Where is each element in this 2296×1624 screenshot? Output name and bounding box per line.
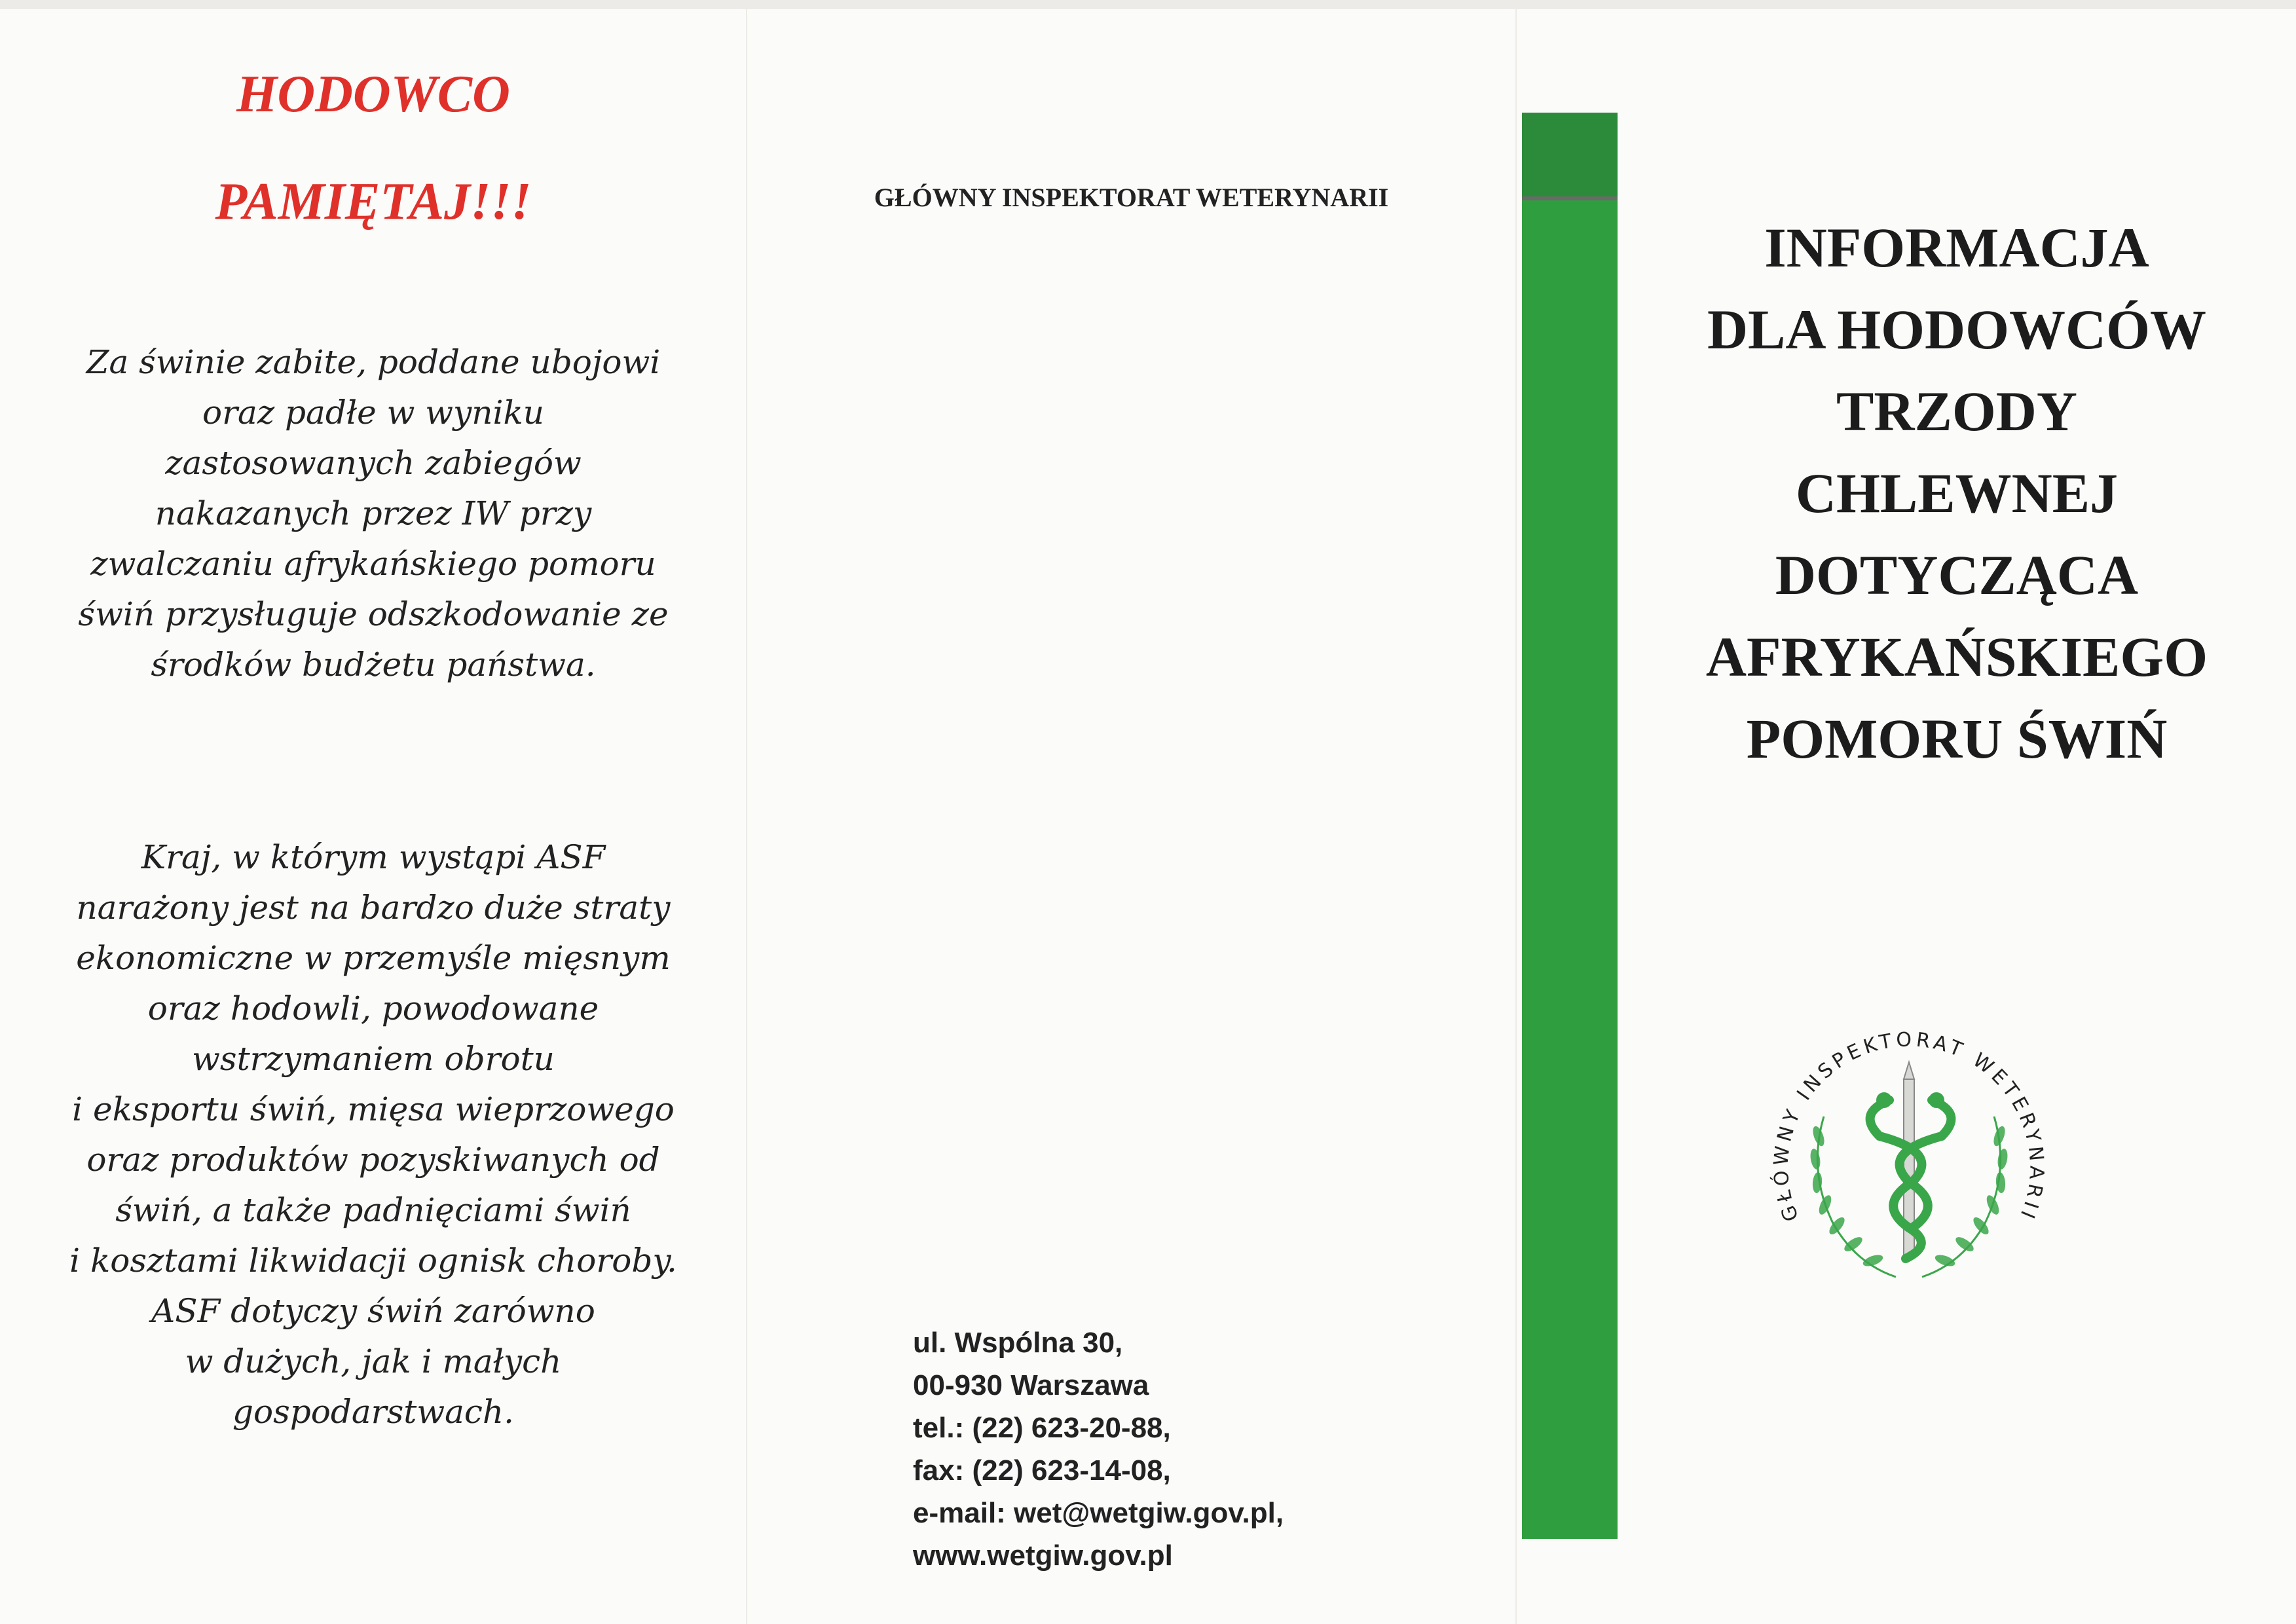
paragraph-line: ekonomiczne w przemyśle mięsnym	[76, 939, 671, 977]
paragraph-line: Za świnie zabite, poddane ubojowi	[86, 343, 661, 381]
paragraph-line: świń przysługuje odszkodowanie ze	[78, 595, 669, 633]
title-line: TRZODY	[1836, 380, 2077, 443]
brochure-title	[1618, 207, 2296, 780]
contact-block	[913, 1321, 1284, 1577]
title-line: INFORMACJA	[1764, 216, 2149, 279]
paragraph-line: nakazanych przez IW przy	[155, 494, 592, 532]
email-address: e-mail: wet@wetgiw.gov.pl,	[913, 1497, 1284, 1529]
paragraph-line: Kraj, w którym wystąpi ASF	[141, 838, 606, 876]
phone-number: tel.: (22) 623-20-88,	[913, 1412, 1171, 1444]
paragraph-line: i eksportu świń, mięsa wieprzowego	[72, 1090, 675, 1128]
paragraph-line: świń, a także padnięciami świń	[115, 1191, 631, 1229]
paragraph-line: oraz produktów pozyskiwanych od	[86, 1141, 660, 1179]
heading-line-1: HODOWCO	[236, 65, 510, 123]
green-bar-cap	[1522, 113, 1618, 199]
paragraph-line: oraz hodowli, powodowane	[147, 989, 599, 1027]
paragraph-line: wstrzymaniem obrotu	[192, 1040, 555, 1078]
organization-name: GŁÓWNY INSPEKTORAT WETERYNARII	[874, 183, 1389, 212]
middle-panel	[747, 0, 1516, 1624]
paragraph-line: oraz padłe w wyniku	[202, 394, 544, 432]
veterinary-inspectorate-emblem-icon	[1745, 1002, 2073, 1329]
title-line: DLA HODOWCÓW	[1707, 298, 2207, 361]
paragraph-line: gospodarstwach.	[232, 1393, 515, 1431]
paragraph-line: narażony jest na bardzo duże straty	[76, 889, 671, 927]
economic-losses-paragraph	[20, 832, 727, 1437]
paragraph-line: w dużych, jak i małych	[185, 1342, 562, 1380]
title-line: CHLEWNEJ	[1795, 462, 2119, 525]
website-url: www.wetgiw.gov.pl	[913, 1540, 1173, 1572]
title-line: POMORU ŚWIŃ	[1746, 707, 2168, 770]
heading-line-2: PAMIĘTAJ!!!	[215, 173, 532, 231]
fold-line	[1515, 0, 1517, 1624]
paragraph-line: zastosowanych zabiegów	[165, 444, 582, 482]
paragraph-line: i kosztami likwidacji ognisk choroby.	[69, 1242, 677, 1280]
green-bar-divider	[1522, 196, 1618, 200]
title-line: AFRYKAŃSKIEGO	[1705, 625, 2208, 688]
green-accent-bar	[1522, 113, 1618, 1539]
paragraph-line: ASF dotyczy świń zarówno	[151, 1292, 595, 1330]
paragraph-line: środków budżetu państwa.	[151, 646, 596, 684]
address-street: ul. Wspólna 30,	[913, 1327, 1123, 1359]
paragraph-line: zwalczaniu afrykańskiego pomoru	[90, 545, 656, 583]
compensation-paragraph	[20, 337, 727, 690]
address-city: 00-930 Warszawa	[913, 1369, 1149, 1401]
logo-caption: GŁÓWNY INSPEKTORAT WETERYNARII	[1769, 1028, 2048, 1225]
fax-number: fax: (22) 623-14-08,	[913, 1454, 1171, 1486]
title-line: DOTYCZĄCA	[1775, 544, 2139, 606]
left-panel	[0, 0, 747, 1624]
